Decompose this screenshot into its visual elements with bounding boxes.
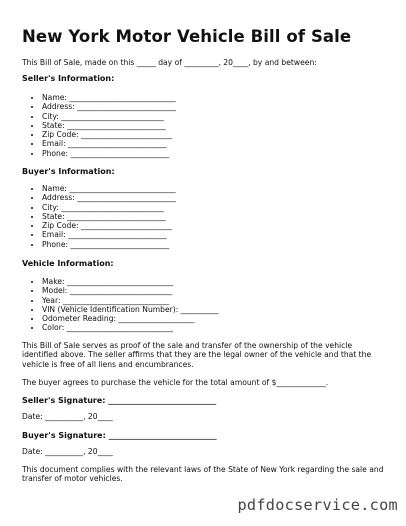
buyer-address-field: • Address: __________________________ [42, 193, 176, 202]
seller-date-line: Date: __________, 20____ [22, 412, 113, 421]
vehicle-heading: Vehicle Information: [22, 259, 114, 268]
buyer-zip-field: • Zip Code: ________________________ [42, 221, 176, 230]
vehicle-color-field: • Color: ____________________________ [42, 323, 219, 332]
vehicle-odometer-field: • Odometer Reading: ____________________ [42, 314, 219, 323]
seller-state-field: • State: __________________________ [42, 121, 176, 130]
seller-phone-field: • Phone: __________________________ [42, 149, 176, 158]
watermark-text: pdfdocservice.com [237, 496, 398, 514]
vehicle-vin-field: • VIN (Vehicle Identification Number): __________ [42, 305, 219, 314]
buyer-phone-field: • Phone: __________________________ [42, 240, 176, 249]
seller-signature-line: Seller's Signature: ___________________________ [22, 396, 217, 405]
intro-line: This Bill of Sale, made on this _____ day of _________, 20____, by and between: [22, 58, 317, 67]
buyer-heading: Buyer's Information: [22, 167, 115, 176]
vehicle-year-field: • Year: ____________________________ [42, 296, 219, 305]
seller-name-field: • Name: ____________________________ [42, 93, 176, 102]
compliance-paragraph: This document complies with the relevant laws of the State of New York regarding the sale and transfer of motor vehicles. [22, 465, 384, 484]
buyer-signature-line: Buyer's Signature: ___________________________ [22, 431, 217, 440]
vehicle-make-field: • Make: ____________________________ [42, 277, 219, 286]
vehicle-model-field: • Model: ___________________________ [42, 286, 219, 295]
seller-heading: Seller's Information: [22, 74, 115, 83]
buyer-email-field: • Email: __________________________ [42, 230, 176, 239]
seller-city-field: • City: ___________________________ [42, 112, 176, 121]
buyer-fields [22, 184, 176, 249]
seller-zip-field: • Zip Code: ________________________ [42, 130, 176, 139]
proof-paragraph: This Bill of Sale serves as proof of the sale and transfer of the ownership of the vehicle identified above. The seller affirms that they are the legal owner of the vehicle and that the vehicle is free of all liens and encumbrances. [22, 341, 372, 369]
buyer-name-field: • Name: ____________________________ [42, 184, 176, 193]
buyer-state-field: • State: __________________________ [42, 212, 176, 221]
vehicle-fields [22, 277, 219, 333]
seller-email-field: • Email: __________________________ [42, 139, 176, 148]
purchase-amount-line: The buyer agrees to purchase the vehicle for the total amount of $_____________. [22, 378, 329, 387]
buyer-city-field: • City: ___________________________ [42, 203, 176, 212]
buyer-date-line: Date: __________, 20____ [22, 447, 113, 456]
seller-address-field: • Address: __________________________ [42, 102, 176, 111]
seller-fields [22, 93, 176, 158]
document-title: New York Motor Vehicle Bill of Sale [22, 27, 352, 46]
